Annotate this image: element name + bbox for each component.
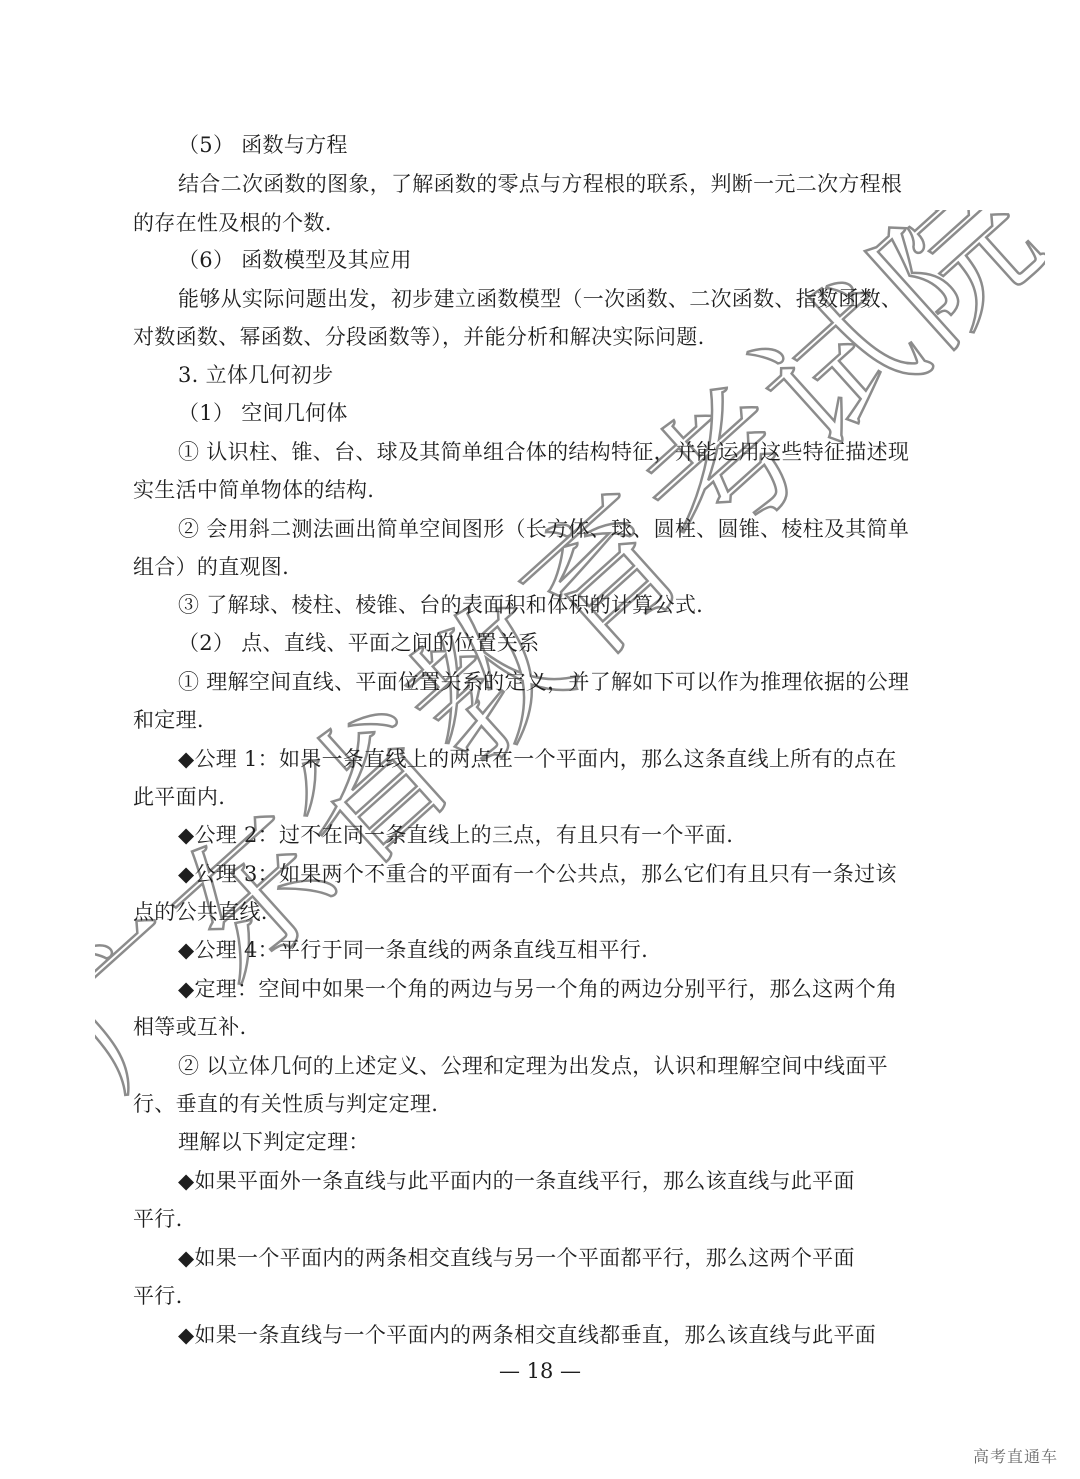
theorem-line: 相等或互补. xyxy=(133,1015,247,1039)
paragraph-line: 结合二次函数的图象，了解函数的零点与方程根的联系，判断一元二次方程根 xyxy=(178,172,903,196)
section-heading-function-model: （6） 函数模型及其应用 xyxy=(178,248,412,272)
axiom-line: ◆公理 4：平行于同一条直线的两条直线互相平行. xyxy=(178,938,649,962)
paragraph-line: 实生活中简单物体的结构. xyxy=(133,478,375,502)
paragraph-line: 行、垂直的有关性质与判定定理. xyxy=(133,1092,439,1116)
page-number: — 18 — xyxy=(498,1359,582,1383)
paragraph-line: ② 以立体几何的上述定义、公理和定理为出发点，认识和理解空间中线面平 xyxy=(178,1054,888,1078)
paragraph-line: ① 理解空间直线、平面位置关系的定义，并了解如下可以作为推理依据的公理 xyxy=(178,670,910,694)
brand-label: 高考直通车 xyxy=(972,1447,1058,1466)
theorem-line: 平行. xyxy=(133,1284,183,1308)
chapter-heading-solid-geometry: 3. 立体几何初步 xyxy=(178,363,334,387)
paragraph-line: 和定理. xyxy=(133,708,204,732)
paragraph-line: 理解以下判定定理： xyxy=(178,1130,370,1154)
paragraph-line: ② 会用斜二测法画出简单空间图形（长方体、球、圆柱、圆锥、棱柱及其简单 xyxy=(178,517,910,541)
theorem-line: ◆如果一条直线与一个平面内的两条相交直线都垂直，那么该直线与此平面 xyxy=(178,1323,877,1347)
axiom-line: 此平面内. xyxy=(133,785,226,809)
axiom-line: ◆公理 1：如果一条直线上的两点在一个平面内，那么这条直线上所有的点在 xyxy=(178,747,897,771)
theorem-line: ◆如果一个平面内的两条相交直线与另一个平面都平行，那么这两个平面 xyxy=(178,1246,855,1270)
paragraph-line: 能够从实际问题出发，初步建立函数模型（一次函数、二次函数、指数函数、 xyxy=(178,287,903,311)
watermark-text: 广东省教育考试院 xyxy=(95,210,1045,1117)
theorem-line: 平行. xyxy=(133,1207,183,1231)
paragraph-line: 对数函数、幂函数、分段函数等），并能分析和解决实际问题. xyxy=(133,325,705,349)
section-heading-space-solids: （1） 空间几何体 xyxy=(178,401,348,425)
paragraph-line: 的存在性及根的个数. xyxy=(133,211,332,235)
theorem-line: ◆定理：空间中如果一个角的两边与另一个角的两边分别平行，那么这两个角 xyxy=(178,977,898,1001)
theorem-line: ◆如果平面外一条直线与此平面内的一条直线平行，那么该直线与此平面 xyxy=(178,1169,855,1193)
axiom-line: ◆公理 2：过不在同一条直线上的三点，有且只有一个平面. xyxy=(178,823,734,847)
paragraph-line: ① 认识柱、锥、台、球及其简单组合体的结构特征，并能运用这些特征描述现 xyxy=(178,440,910,464)
section-heading-function-equation: （5） 函数与方程 xyxy=(178,133,348,157)
axiom-line: 点的公共直线. xyxy=(133,900,268,924)
paragraph-line: ③ 了解球、棱柱、棱锥、台的表面积和体积的计算公式. xyxy=(178,593,704,617)
axiom-line: ◆公理 3：如果两个不重合的平面有一个公共点，那么它们有且只有一条过该 xyxy=(178,862,897,886)
paragraph-line: 组合）的直观图. xyxy=(133,555,290,579)
section-heading-position-relations: （2） 点、直线、平面之间的位置关系 xyxy=(178,631,540,655)
